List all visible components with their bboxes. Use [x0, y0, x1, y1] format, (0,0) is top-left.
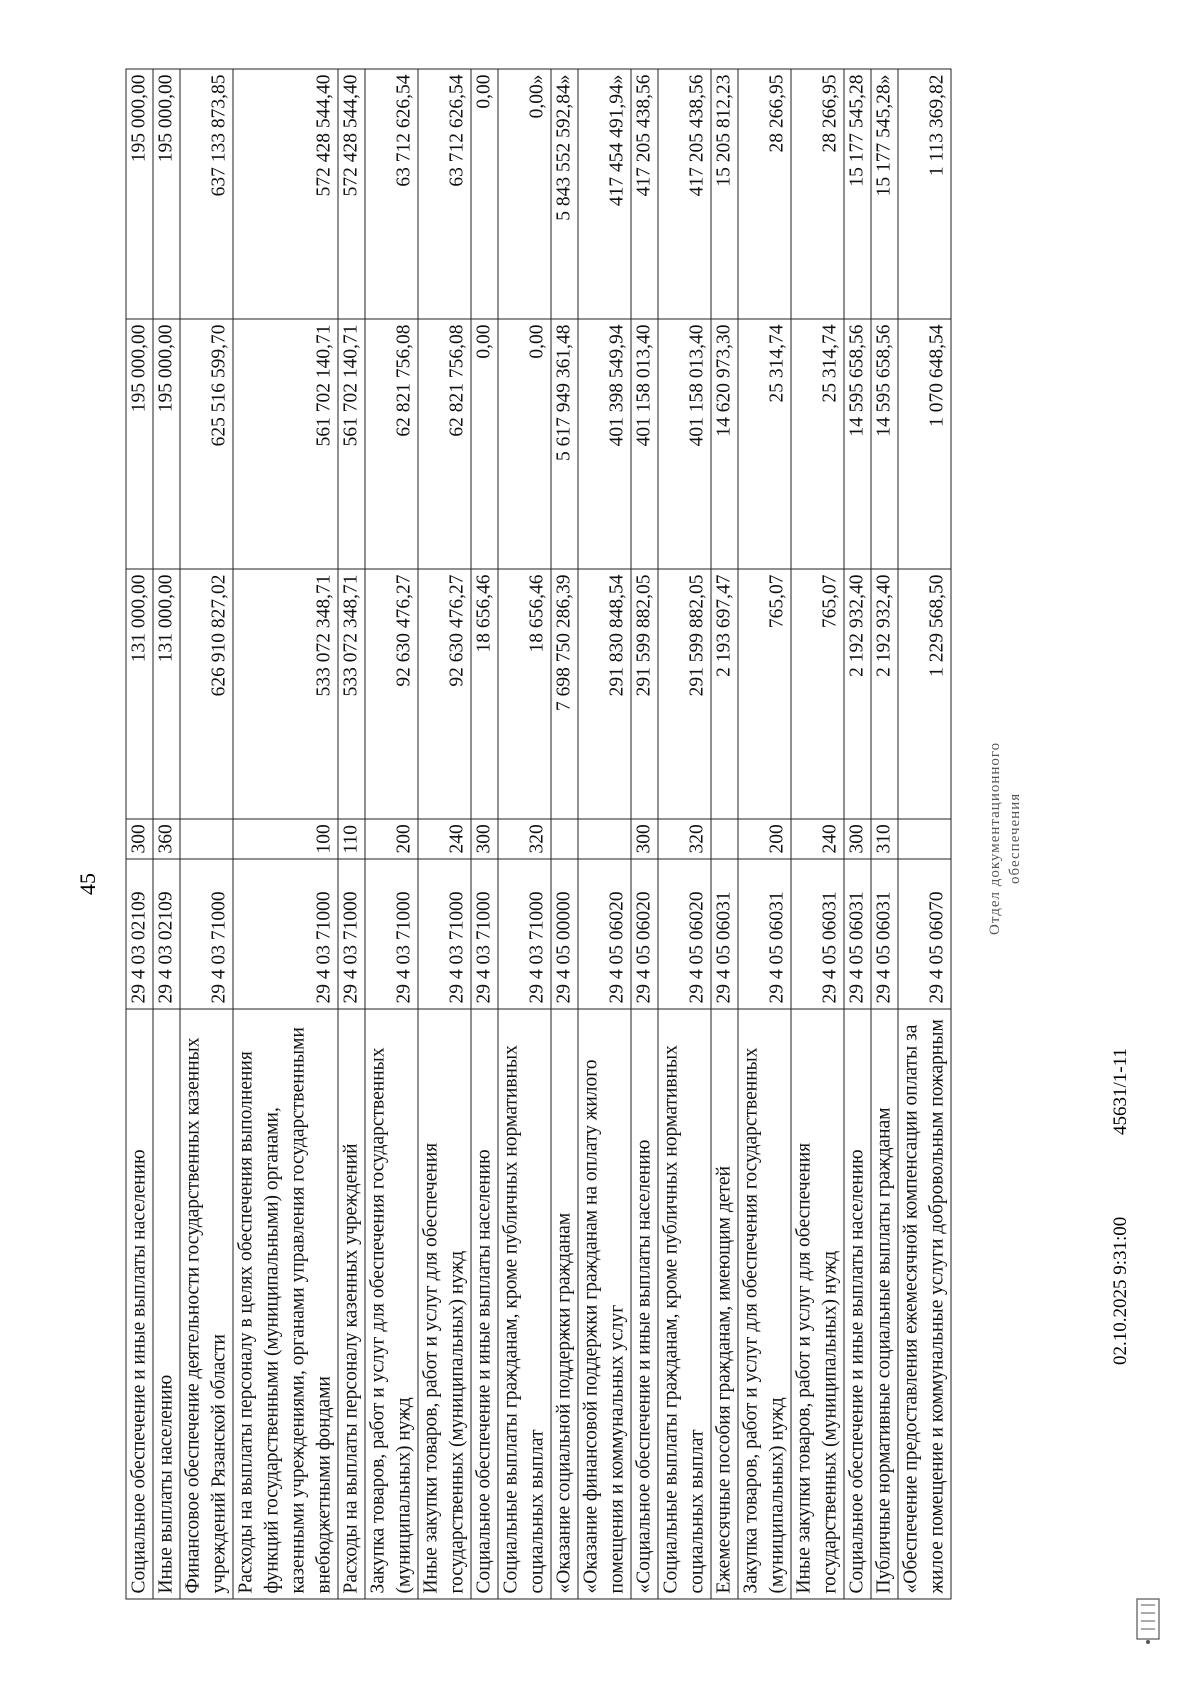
row-vr-cell: 200	[738, 819, 791, 859]
row-name-cell: «Обеспечение предоставления ежемесячной компенсации оплаты за жилое помещение и коммунальные услуги добровольным пожарным	[898, 1009, 951, 1599]
row-name-cell: Иные закупки товаров, работ и услуг для обеспечения государственных (муниципальных) нужд	[791, 1009, 844, 1599]
row-value-2025-cell: 7 698 750 286,39	[551, 569, 578, 819]
row-value-2026-cell: 401 398 549,94	[578, 319, 631, 569]
row-value-2027-cell: 28 266,95	[791, 69, 844, 319]
row-value-2027-cell: 195 000,00	[126, 69, 153, 319]
table-row	[498, 69, 551, 1599]
row-name-cell: Расходы на выплаты персоналу казенных учреждений	[338, 1009, 365, 1599]
table-row	[578, 69, 631, 1599]
row-value-2025-cell: 92 630 476,27	[418, 569, 471, 819]
table-row	[898, 69, 951, 1599]
row-name-cell: «Оказание финансовой поддержки гражданам на оплату жилого помещения и коммунальных услуг	[578, 1009, 631, 1599]
row-vr-cell: 300	[631, 819, 658, 859]
table-row	[738, 69, 791, 1599]
row-code-cell: 29 4 05 06020	[658, 859, 711, 1009]
row-value-2027-cell: 15 177 545,28	[844, 69, 871, 319]
row-value-2027-cell: 572 428 544,40	[233, 69, 338, 319]
row-code-cell: 29 4 03 02109	[126, 859, 153, 1009]
row-value-2025-cell: 131 000,00	[153, 569, 180, 819]
row-value-2025-cell: 2 192 932,40	[871, 569, 898, 819]
row-name-cell: «Социальное обеспечение и иные выплаты населению	[631, 1009, 658, 1599]
row-vr-cell	[711, 819, 738, 859]
row-vr-cell: 320	[498, 819, 551, 859]
row-value-2025-cell: 18 656,46	[498, 569, 551, 819]
row-value-2027-cell: 1 113 369,82	[898, 69, 951, 319]
row-code-cell: 29 4 03 71000	[365, 859, 418, 1009]
row-vr-cell: 300	[844, 819, 871, 859]
row-value-2025-cell: 533 072 348,71	[233, 569, 338, 819]
row-value-2027-cell: 63 712 626,54	[418, 69, 471, 319]
table-row	[471, 69, 498, 1599]
row-value-2026-cell: 401 158 013,40	[658, 319, 711, 569]
row-vr-cell: 110	[338, 819, 365, 859]
row-value-2025-cell: 765,07	[738, 569, 791, 819]
row-value-2026-cell: 62 821 756,08	[365, 319, 418, 569]
row-value-2027-cell: 28 266,95	[738, 69, 791, 319]
row-name-cell: Закупка товаров, работ и услуг для обеспечения государственных (муниципальных) нужд	[738, 1009, 791, 1599]
row-vr-cell: 300	[126, 819, 153, 859]
row-code-cell: 29 4 05 06031	[738, 859, 791, 1009]
row-name-cell: Ежемесячные пособия гражданам, имеющим детей	[711, 1009, 738, 1599]
row-value-2026-cell: 62 821 756,08	[418, 319, 471, 569]
row-name-cell: «Оказание социальной поддержки гражданам	[551, 1009, 578, 1599]
budget-table-body	[126, 69, 951, 1599]
row-value-2025-cell: 291 830 848,54	[578, 569, 631, 819]
row-value-2027-cell: 195 000,00	[153, 69, 180, 319]
row-vr-cell: 360	[153, 819, 180, 859]
footer-date: 02.10.2025 9:31:00	[1110, 1216, 1131, 1365]
row-code-cell: 29 4 03 71000	[338, 859, 365, 1009]
table-row	[338, 69, 365, 1599]
row-name-cell: Иные закупки товаров, работ и услуг для обеспечения государственных (муниципальных) нужд	[418, 1009, 471, 1599]
row-code-cell: 29 4 05 06070	[898, 859, 951, 1009]
row-value-2025-cell: 1 229 568,50	[898, 569, 951, 819]
row-value-2027-cell: 5 843 552 592,84»	[551, 69, 578, 319]
row-value-2025-cell: 765,07	[791, 569, 844, 819]
row-code-cell: 29 4 03 71000	[498, 859, 551, 1009]
row-value-2027-cell: 15 205 812,23	[711, 69, 738, 319]
budget-table	[126, 69, 952, 1600]
row-value-2027-cell: 572 428 544,40	[338, 69, 365, 319]
row-code-cell: 29 4 05 06031	[711, 859, 738, 1009]
table-row	[711, 69, 738, 1599]
budget-table-frame	[126, 70, 1011, 1600]
row-value-2026-cell: 0,00	[498, 319, 551, 569]
row-code-cell: 29 4 05 06031	[844, 859, 871, 1009]
row-code-cell: 29 4 03 71000	[418, 859, 471, 1009]
row-name-cell: Финансовое обеспечение деятельности государственных казенных учреждений Рязанской области	[180, 1009, 233, 1599]
table-row	[631, 69, 658, 1599]
table-row	[551, 69, 578, 1599]
row-vr-cell: 240	[418, 819, 471, 859]
department-stamp	[985, 742, 1025, 935]
row-name-cell: Социальное обеспечение и иные выплаты населению	[126, 1009, 153, 1599]
row-value-2025-cell: 291 599 882,05	[631, 569, 658, 819]
row-value-2026-cell: 561 702 140,71	[338, 319, 365, 569]
row-code-cell: 29 4 03 71000	[180, 859, 233, 1009]
row-name-cell: Иные выплаты населению	[153, 1009, 180, 1599]
table-row	[418, 69, 471, 1599]
row-name-cell: Закупка товаров, работ и услуг для обеспечения государственных (муниципальных) нужд	[365, 1009, 418, 1599]
row-code-cell: 29 4 05 06031	[791, 859, 844, 1009]
row-value-2026-cell: 625 516 599,70	[180, 319, 233, 569]
row-value-2025-cell: 626 910 827,02	[180, 569, 233, 819]
row-code-cell: 29 4 03 71000	[233, 859, 338, 1009]
row-code-cell: 29 4 05 00000	[551, 859, 578, 1009]
row-value-2025-cell: 2 193 697,47	[711, 569, 738, 819]
row-value-2025-cell: 2 192 932,40	[844, 569, 871, 819]
row-name-cell: Социальное обеспечение и иные выплаты населению	[844, 1009, 871, 1599]
row-name-cell: Социальные выплаты гражданам, кроме публичных нормативных социальных выплат	[498, 1009, 551, 1599]
row-value-2026-cell: 25 314,74	[791, 319, 844, 569]
row-value-2025-cell: 92 630 476,27	[365, 569, 418, 819]
table-row	[180, 69, 233, 1599]
row-value-2026-cell: 401 158 013,40	[631, 319, 658, 569]
row-value-2027-cell: 63 712 626,54	[365, 69, 418, 319]
row-code-cell: 29 4 03 02109	[153, 859, 180, 1009]
table-row	[791, 69, 844, 1599]
row-name-cell: Социальные выплаты гражданам, кроме публичных нормативных социальных выплат	[658, 1009, 711, 1599]
row-vr-cell	[578, 819, 631, 859]
table-row	[365, 69, 418, 1599]
row-value-2026-cell: 561 702 140,71	[233, 319, 338, 569]
stamp-line-1: Отдел документационного	[987, 741, 1003, 935]
row-value-2027-cell: 417 205 438,56	[658, 69, 711, 319]
table-row	[658, 69, 711, 1599]
row-value-2025-cell: 18 656,46	[471, 569, 498, 819]
row-value-2026-cell: 14 595 658,56	[871, 319, 898, 569]
table-row	[844, 69, 871, 1599]
row-value-2026-cell: 0,00	[471, 319, 498, 569]
footer-doc-id: 45631/1-11	[1110, 1048, 1131, 1135]
row-name-cell: Публичные нормативные социальные выплаты гражданам	[871, 1009, 898, 1599]
row-vr-cell: 100	[233, 819, 338, 859]
row-value-2027-cell: 0,00	[471, 69, 498, 319]
row-value-2027-cell: 15 177 545,28»	[871, 69, 898, 319]
row-code-cell: 29 4 03 71000	[471, 859, 498, 1009]
row-code-cell: 29 4 05 06031	[871, 859, 898, 1009]
registry-logo-icon	[1135, 1595, 1161, 1645]
table-row	[871, 69, 898, 1599]
row-vr-cell: 300	[471, 819, 498, 859]
row-name-cell: Социальное обеспечение и иные выплаты населению	[471, 1009, 498, 1599]
row-value-2025-cell: 533 072 348,71	[338, 569, 365, 819]
row-value-2026-cell: 195 000,00	[126, 319, 153, 569]
row-vr-cell: 320	[658, 819, 711, 859]
row-value-2026-cell: 14 595 658,56	[844, 319, 871, 569]
stamp-line-2: обеспечения	[1007, 792, 1023, 884]
row-code-cell: 29 4 05 06020	[631, 859, 658, 1009]
row-value-2025-cell: 131 000,00	[126, 569, 153, 819]
row-vr-cell: 310	[871, 819, 898, 859]
row-value-2027-cell: 637 133 873,85	[180, 69, 233, 319]
row-name-cell: Расходы на выплаты персоналу в целях обеспечения выполнения функций государственными (муниципальными) органами, казенными учреждениями, органами управления государственными внебюджетными фондами	[233, 1009, 338, 1599]
row-value-2027-cell: 417 205 438,56	[631, 69, 658, 319]
table-row	[233, 69, 338, 1599]
row-vr-cell	[551, 819, 578, 859]
row-vr-cell: 200	[365, 819, 418, 859]
row-value-2027-cell: 0,00»	[498, 69, 551, 319]
row-value-2026-cell: 25 314,74	[738, 319, 791, 569]
table-row	[126, 69, 153, 1599]
row-vr-cell	[180, 819, 233, 859]
row-vr-cell: 240	[791, 819, 844, 859]
page-number: 45	[75, 873, 100, 895]
row-value-2027-cell: 417 454 491,94»	[578, 69, 631, 319]
row-value-2026-cell: 1 070 648,54	[898, 319, 951, 569]
row-vr-cell	[898, 819, 951, 859]
row-value-2025-cell: 291 599 882,05	[658, 569, 711, 819]
row-value-2026-cell: 195 000,00	[153, 319, 180, 569]
table-row	[153, 69, 180, 1599]
row-code-cell: 29 4 05 06020	[578, 859, 631, 1009]
row-value-2026-cell: 14 620 973,30	[711, 319, 738, 569]
row-value-2026-cell: 5 617 949 361,48	[551, 319, 578, 569]
